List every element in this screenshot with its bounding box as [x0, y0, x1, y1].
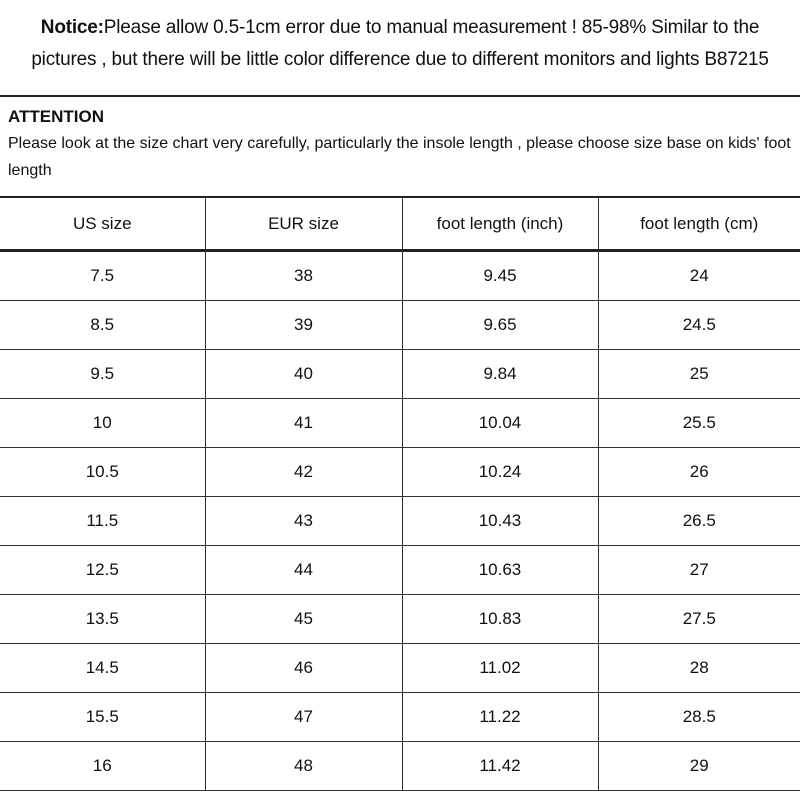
notice-line-1	[10, 12, 790, 44]
eur-size-cell: 46	[205, 644, 402, 693]
attention-box	[0, 97, 800, 198]
foot-length-inch-cell: 10.43	[402, 497, 598, 546]
us-size-cell: 11.5	[0, 497, 205, 546]
table-row	[0, 693, 800, 742]
eur-size-cell: 48	[205, 742, 402, 791]
notice-prefix: Notice:	[40, 17, 104, 38]
table-row	[0, 742, 800, 791]
header-foot-length-cm: foot length (cm)	[598, 198, 800, 251]
us-size-cell: 8.5	[0, 301, 205, 350]
eur-size-cell: 44	[205, 546, 402, 595]
us-size-cell: 10.5	[0, 448, 205, 497]
eur-size-cell: 40	[205, 350, 402, 399]
us-size-cell: 12.5	[0, 546, 205, 595]
foot-length-cm-cell: 27	[598, 546, 800, 595]
foot-length-cm-cell: 26.5	[598, 497, 800, 546]
foot-length-inch-cell: 9.84	[402, 350, 598, 399]
eur-size-cell: 43	[205, 497, 402, 546]
attention-title: ATTENTION	[8, 107, 105, 126]
header-us-size: US size	[0, 198, 205, 251]
us-size-cell: 9.5	[0, 350, 205, 399]
table-row	[0, 350, 800, 399]
foot-length-cm-cell: 25	[598, 350, 800, 399]
foot-length-cm-cell: 24.5	[598, 301, 800, 350]
foot-length-cm-cell: 27.5	[598, 595, 800, 644]
eur-size-cell: 39	[205, 301, 402, 350]
foot-length-inch-cell: 9.65	[402, 301, 598, 350]
table-row	[0, 595, 800, 644]
us-size-cell: 15.5	[0, 693, 205, 742]
attention-text: Please look at the size chart very carefully, particularly the insole length , please choose size base on kids' foot length	[8, 135, 791, 179]
foot-length-cm-cell: 28.5	[598, 693, 800, 742]
eur-size-cell: 38	[205, 251, 402, 301]
table-row	[0, 399, 800, 448]
notice-line-2: pictures , but there will be little color difference due to different monitors and lights B87215	[31, 49, 769, 70]
eur-size-cell: 42	[205, 448, 402, 497]
table-row	[0, 644, 800, 693]
foot-length-inch-cell: 11.02	[402, 644, 598, 693]
foot-length-cm-cell: 24	[598, 251, 800, 301]
eur-size-cell: 41	[205, 399, 402, 448]
header-eur-size: EUR size	[205, 198, 402, 251]
foot-length-inch-cell: 11.22	[402, 693, 598, 742]
table-row	[0, 251, 800, 301]
foot-length-cm-cell: 28	[598, 644, 800, 693]
foot-length-inch-cell: 10.04	[402, 399, 598, 448]
foot-length-cm-cell: 26	[598, 448, 800, 497]
us-size-cell: 14.5	[0, 644, 205, 693]
us-size-cell: 7.5	[0, 251, 205, 301]
eur-size-cell: 47	[205, 693, 402, 742]
foot-length-inch-cell: 11.42	[402, 742, 598, 791]
table-header-row	[0, 198, 800, 251]
foot-length-cm-cell: 25.5	[598, 399, 800, 448]
foot-length-inch-cell: 10.63	[402, 546, 598, 595]
notice-box	[0, 0, 800, 97]
foot-length-inch-cell: 9.45	[402, 251, 598, 301]
us-size-cell: 10	[0, 399, 205, 448]
table-row	[0, 448, 800, 497]
foot-length-cm-cell: 29	[598, 742, 800, 791]
table-row	[0, 497, 800, 546]
table-row	[0, 546, 800, 595]
foot-length-inch-cell: 10.83	[402, 595, 598, 644]
foot-length-inch-cell: 10.24	[402, 448, 598, 497]
header-foot-length-inch: foot length (inch)	[402, 198, 598, 251]
us-size-cell: 16	[0, 742, 205, 791]
us-size-cell: 13.5	[0, 595, 205, 644]
table-body	[0, 251, 800, 791]
table-row	[0, 301, 800, 350]
eur-size-cell: 45	[205, 595, 402, 644]
size-chart-table	[0, 198, 800, 791]
notice-text-1: Please allow 0.5-1cm error due to manual measurement ! 85-98% Similar to the	[103, 17, 760, 38]
